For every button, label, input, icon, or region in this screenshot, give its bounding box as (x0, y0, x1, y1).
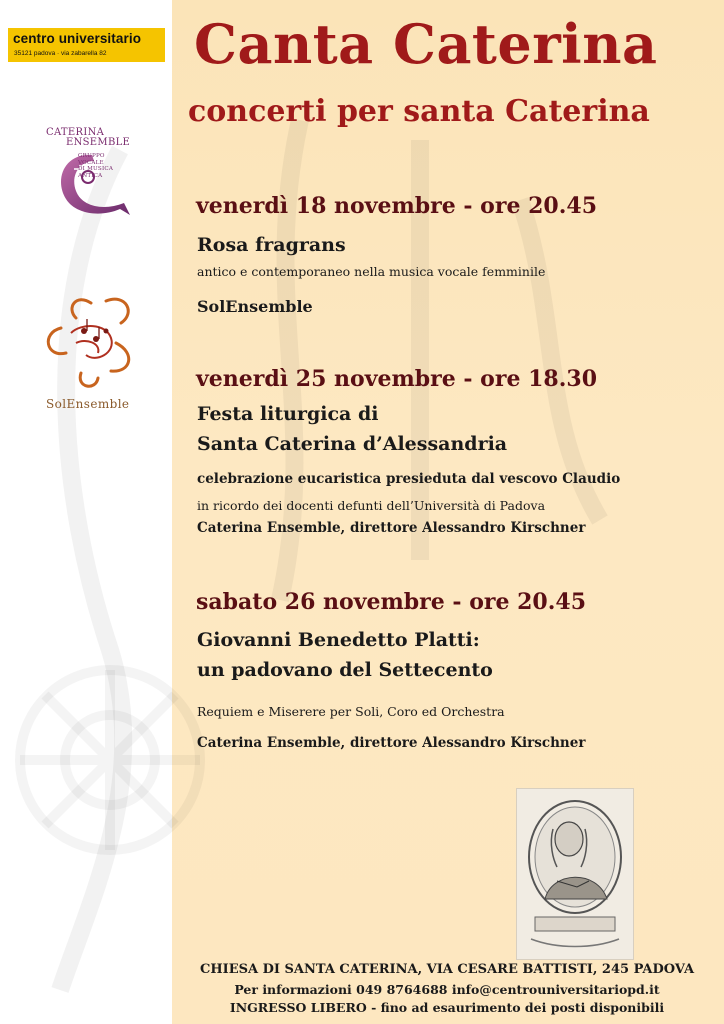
poster-subtitle: concerti per santa Caterina (188, 94, 650, 129)
event-1-performer: SolEnsemble (197, 297, 313, 316)
event-2-title-line2: Santa Caterina d’Alessandria (197, 433, 508, 455)
caterina-logo-sub-line: VOCALE (78, 159, 104, 166)
footer-entry: INGRESSO LIBERO - fino ad esaurimento dei posti disponibili (229, 1000, 665, 1015)
footer-info: Per informazioni 049 8764688 info@centrouniversitariopd.it (234, 982, 660, 997)
poster-title: Canta Caterina (194, 12, 658, 76)
event-1-date: venerdì 18 novembre - ore 20.45 (196, 193, 597, 219)
caterina-logo-sub-line: DI MUSICA (78, 166, 114, 172)
footer-venue: CHIESA DI SANTA CATERINA, VIA CESARE BATTISTI, 245 PADOVA (200, 962, 695, 977)
event-1-description: antico e contemporaneo nella musica vocale femminile (197, 264, 546, 279)
event-3-line1: Requiem e Miserere per Soli, Coro ed Orchestra (197, 704, 505, 719)
event-3-line2: Caterina Ensemble, direttore Alessandro Kirschner (197, 735, 586, 751)
caterina-logo-line1: CATERINA (46, 127, 105, 138)
caterina-logo-sub-line: GRUPPO (78, 153, 105, 159)
event-2-date: venerdì 25 novembre - ore 18.30 (196, 366, 597, 392)
platti-portrait-engraving (516, 788, 634, 960)
event-2-line3: Caterina Ensemble, direttore Alessandro Kirschner (197, 520, 586, 536)
event-2-line1: celebrazione eucaristica presieduta dal vescovo Claudio (197, 471, 621, 487)
centro-name: centro universitario (13, 31, 142, 46)
solensemble-logo-name: SolEnsemble (46, 397, 130, 411)
event-2-title-line1: Festa liturgica di (197, 403, 379, 425)
caterina-logo-title (46, 128, 130, 148)
event-1-title: Rosa fragrans (197, 234, 346, 256)
event-3-title-line2: un padovano del Settecento (197, 659, 493, 681)
caterina-logo-subtitle (78, 153, 113, 179)
event-2-line2: in ricordo dei docenti defunti dell’Università di Padova (197, 498, 546, 513)
event-3-title-line1: Giovanni Benedetto Platti: (197, 629, 480, 651)
caterina-logo-sub-line: ANTICA (78, 172, 103, 179)
event-3-date: sabato 26 novembre - ore 20.45 (196, 589, 587, 615)
centro-universitario-logo (8, 28, 165, 62)
centro-address: 35121 padova · via zabarella 82 (14, 50, 107, 57)
caterina-logo-line2: ENSEMBLE (66, 137, 131, 148)
solensemble-logo-icon (36, 283, 146, 393)
